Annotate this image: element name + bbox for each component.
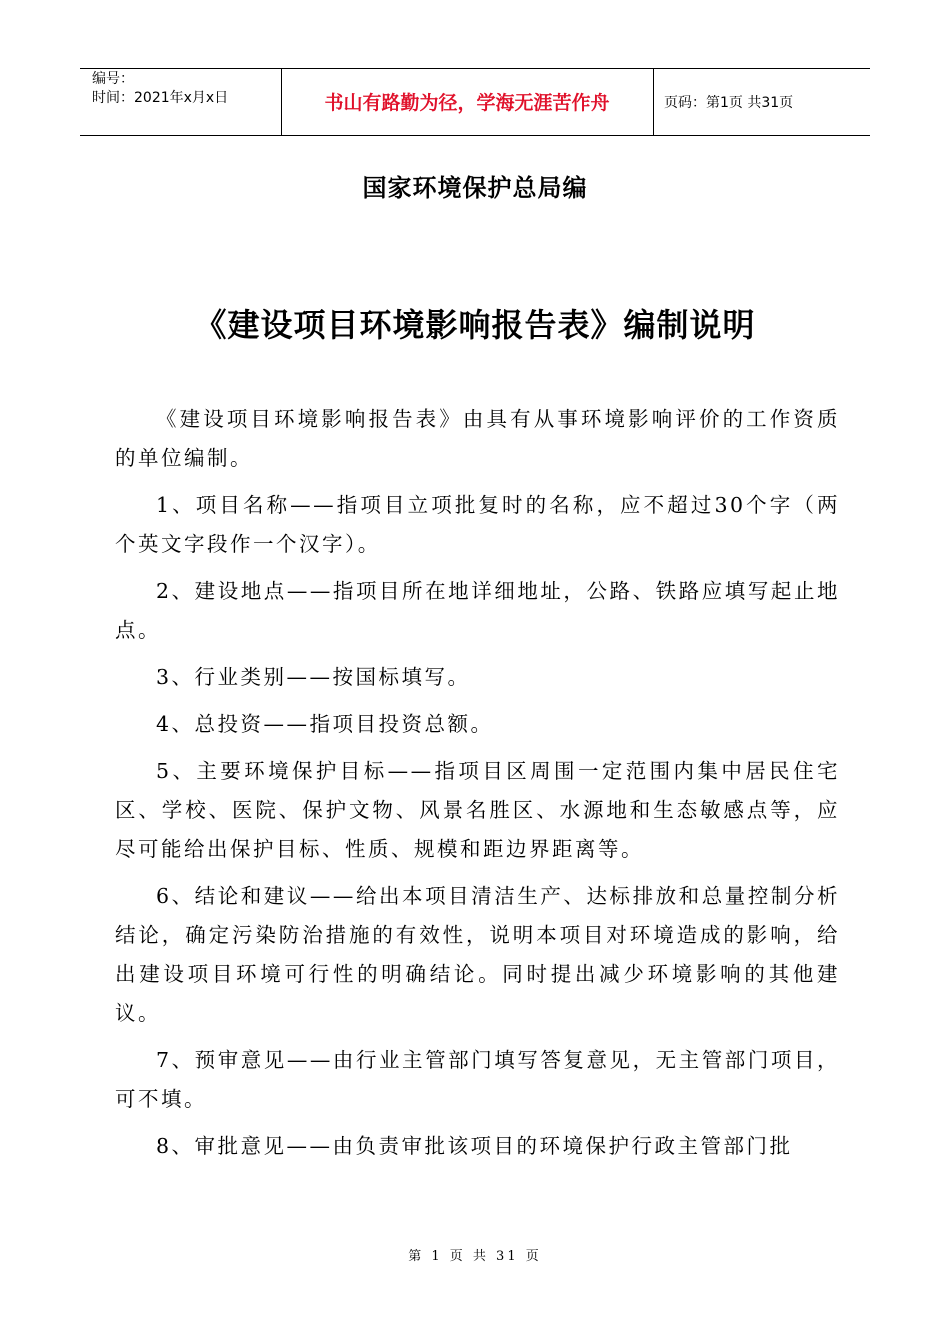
header-bottom-rule [80,135,870,136]
paragraph-item-3: 3、行业类别——按国标填写。 [156,665,471,689]
paragraph-item-5: 5、主要环境保护目标——指项目区周围一定范围内集中居民住宅区、学校、医院、保护文物、风景名胜区、水源地和生态敏感点等，应尽可能给出保护目标、性质、规模和距边界距离等。 [115,759,840,861]
paragraph-intro: 《建设项目环境影响报告表》由具有从事环境影响评价的工作资质的单位编制。 [115,407,840,470]
header-page-label: 页码：第1页 共31页 [664,94,794,111]
header-motto: 书山有路勤为径，学海无涯苦作舟 [324,92,610,114]
header-number-label: 编号： [92,71,134,87]
paragraph-item-2: 2、建设地点——指项目所在地详细地址，公路、铁路应填写起止地点。 [115,579,840,642]
header-divider-right [653,68,654,135]
paragraph-item-4: 4、总投资——指项目投资总额。 [156,712,494,736]
agency-title: 国家环境保护总局编 [362,174,588,202]
paragraph-item-8: 8、审批意见——由负责审批该项目的环境保护行政主管部门批 [156,1134,793,1158]
paragraph-item-1: 1、项目名称——指项目立项批复时的名称，应不超过30个字（两个英文字段作一个汉字）。 [115,493,840,556]
document-body [115,400,840,1174]
header-meta [92,70,228,108]
paragraph-item-7: 7、预审意见——由行业主管部门填写答复意见，无主管部门项目，可不填。 [115,1048,840,1111]
header-time-label: 时间：2021年x月x日 [92,90,229,106]
paragraph-item-6: 6、结论和建议——给出本项目清洁生产、达标排放和总量控制分析结论，确定污染防治措施的有效性，说明本项目对环境造成的影响，给出建设项目环境可行性的明确结论。同时提出减少环境影响的其他建议。 [115,884,840,1025]
document-title: 《建设项目环境影响报告表》编制说明 [194,306,756,344]
page-footer: 第 1 页 共 31 页 [408,1249,542,1264]
